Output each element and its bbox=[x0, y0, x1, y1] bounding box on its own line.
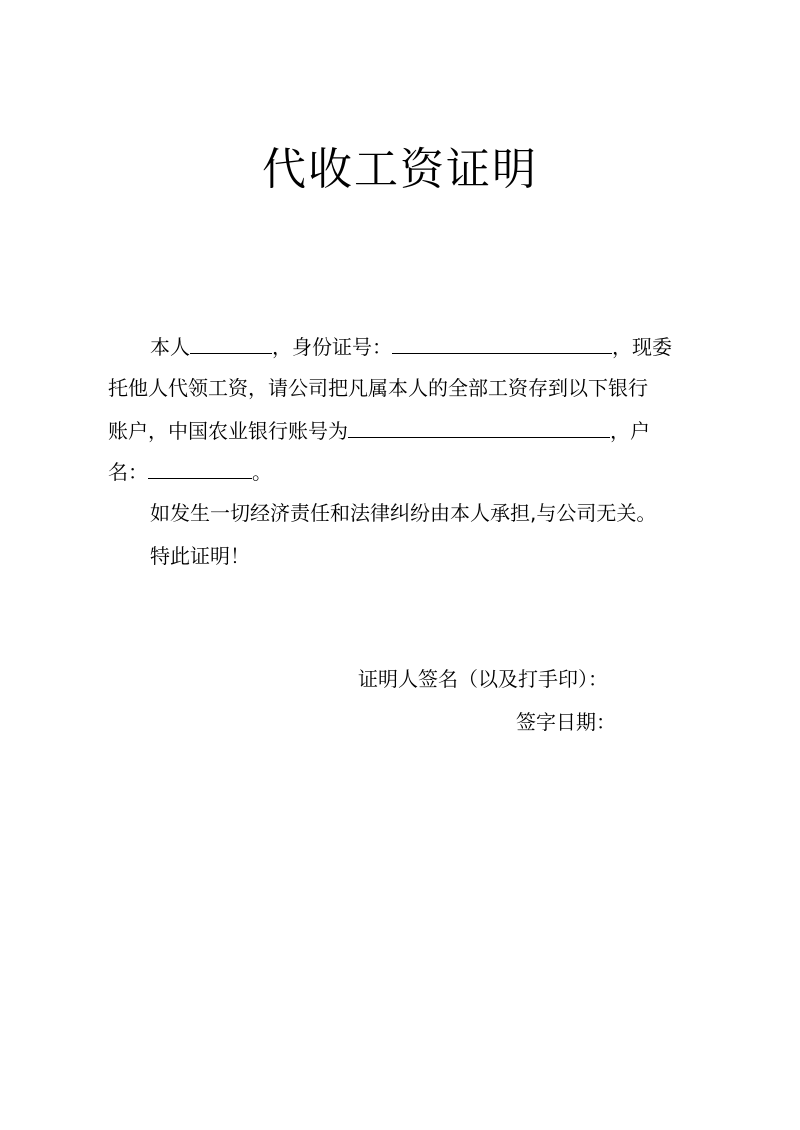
paragraph-2: 如发生一切经济责任和法律纠纷由本人承担,与公司无关。 bbox=[150, 501, 657, 525]
paragraph-3: 特此证明！ bbox=[150, 544, 250, 568]
text-segment: ，户 bbox=[610, 419, 650, 443]
document-title: 代收工资证明 bbox=[262, 144, 538, 195]
text-segment: 。 bbox=[252, 460, 272, 484]
account-name-blank bbox=[148, 460, 252, 479]
text-segment: 本人 bbox=[150, 335, 190, 359]
id-number-blank bbox=[392, 335, 612, 354]
text-segment: ，现委 bbox=[612, 335, 672, 359]
text-segment: 账户，中国农业银行账号为 bbox=[108, 419, 348, 443]
paragraph-1-line-2: 托他人代领工资，请公司把凡属本人的全部工资存到以下银行 bbox=[108, 376, 648, 400]
account-number-blank bbox=[348, 419, 610, 438]
date-label: 签字日期： bbox=[516, 710, 616, 734]
signature-label: 证明人签名（以及打手印）： bbox=[358, 667, 608, 691]
text-segment: 名： bbox=[108, 460, 148, 484]
paragraph-1-line-3 bbox=[108, 416, 650, 446]
paragraph-1-line-4 bbox=[108, 457, 272, 487]
text-segment: ，身份证号： bbox=[272, 335, 392, 359]
name-blank bbox=[190, 335, 272, 354]
paragraph-1-line-1 bbox=[150, 332, 672, 362]
